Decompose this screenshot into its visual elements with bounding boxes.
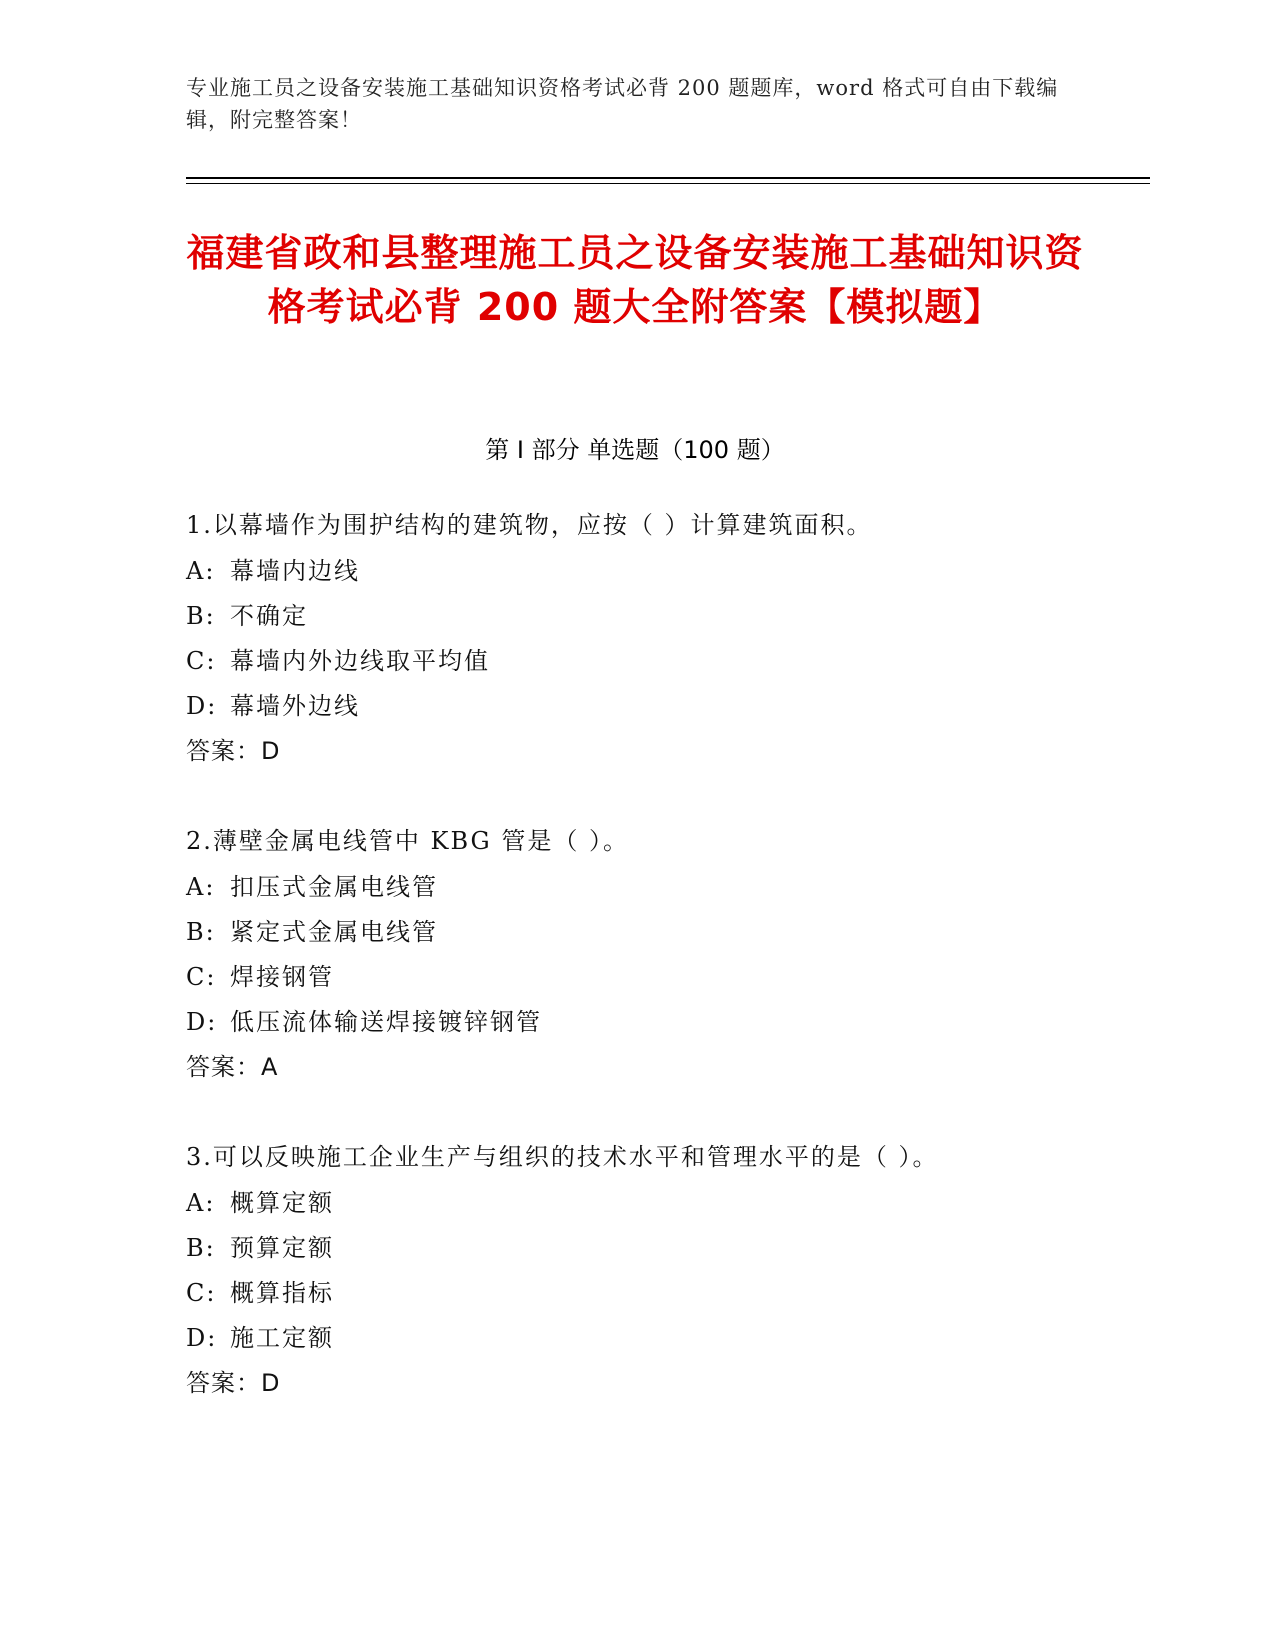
option-c — [186, 955, 1146, 1000]
option-text: 不确定 — [230, 602, 308, 630]
option-key: B: — [186, 1234, 216, 1262]
answer-value: D — [261, 737, 281, 765]
option-text: 紧定式金属电线管 — [230, 918, 438, 946]
option-text: 施工定额 — [230, 1324, 334, 1352]
option-b — [186, 1226, 1146, 1271]
question-1 — [186, 502, 1146, 774]
header-note: 专业施工员之设备安装施工基础知识资格考试必背 200 题题库，word 格式可自由下载编辑，附完整答案！ — [186, 76, 1059, 132]
option-c — [186, 1271, 1146, 1316]
option-key: A: — [186, 557, 216, 585]
option-key: C: — [186, 1279, 217, 1307]
option-key: B: — [186, 918, 216, 946]
answer-label: 答案： — [186, 1053, 261, 1081]
answer-label: 答案： — [186, 737, 261, 765]
option-text: 焊接钢管 — [230, 963, 334, 991]
question-3 — [186, 1134, 1146, 1406]
header-rule-thin — [186, 183, 1150, 184]
section-title: 第 I 部分 单选题（100 题） — [485, 436, 785, 464]
answer-value: A — [261, 1053, 279, 1081]
option-key: D: — [186, 1008, 218, 1036]
option-text: 幕墙内外边线取平均值 — [230, 647, 490, 675]
question-stem: 1.以幕墙作为围护结构的建筑物，应按（ ）计算建筑面积。 — [186, 511, 873, 539]
option-d — [186, 1316, 1146, 1361]
option-text: 预算定额 — [230, 1234, 334, 1262]
option-text: 扣压式金属电线管 — [230, 873, 438, 901]
option-a — [186, 865, 1146, 910]
answer-line — [186, 729, 1146, 774]
option-a — [186, 1181, 1146, 1226]
option-key: A: — [186, 873, 216, 901]
option-c — [186, 639, 1146, 684]
option-text: 概算定额 — [230, 1189, 334, 1217]
option-text: 幕墙内边线 — [230, 557, 360, 585]
option-a — [186, 549, 1146, 594]
option-text: 概算指标 — [230, 1279, 334, 1307]
option-key: B: — [186, 602, 216, 630]
answer-line — [186, 1361, 1146, 1406]
question-stem: 3.可以反映施工企业生产与组织的技术水平和管理水平的是（ ）。 — [186, 1143, 939, 1171]
answer-label: 答案： — [186, 1369, 261, 1397]
option-key: D: — [186, 692, 218, 720]
option-text: 幕墙外边线 — [230, 692, 360, 720]
option-key: C: — [186, 647, 217, 675]
question-2 — [186, 818, 1146, 1090]
option-b — [186, 910, 1146, 955]
option-key: D: — [186, 1324, 218, 1352]
answer-value: D — [261, 1369, 281, 1397]
option-text: 低压流体输送焊接镀锌钢管 — [230, 1008, 542, 1036]
option-b — [186, 594, 1146, 639]
answer-line — [186, 1045, 1146, 1090]
header-rule-thick — [186, 177, 1150, 179]
option-d — [186, 684, 1146, 729]
document-title: 福建省政和县整理施工员之设备安装施工基础知识资格考试必背 200 题大全附答案【模拟题】 — [186, 231, 1084, 329]
option-d — [186, 1000, 1146, 1045]
option-key: A: — [186, 1189, 216, 1217]
question-stem: 2.薄壁金属电线管中 KBG 管是（ ）。 — [186, 827, 629, 855]
option-key: C: — [186, 963, 217, 991]
